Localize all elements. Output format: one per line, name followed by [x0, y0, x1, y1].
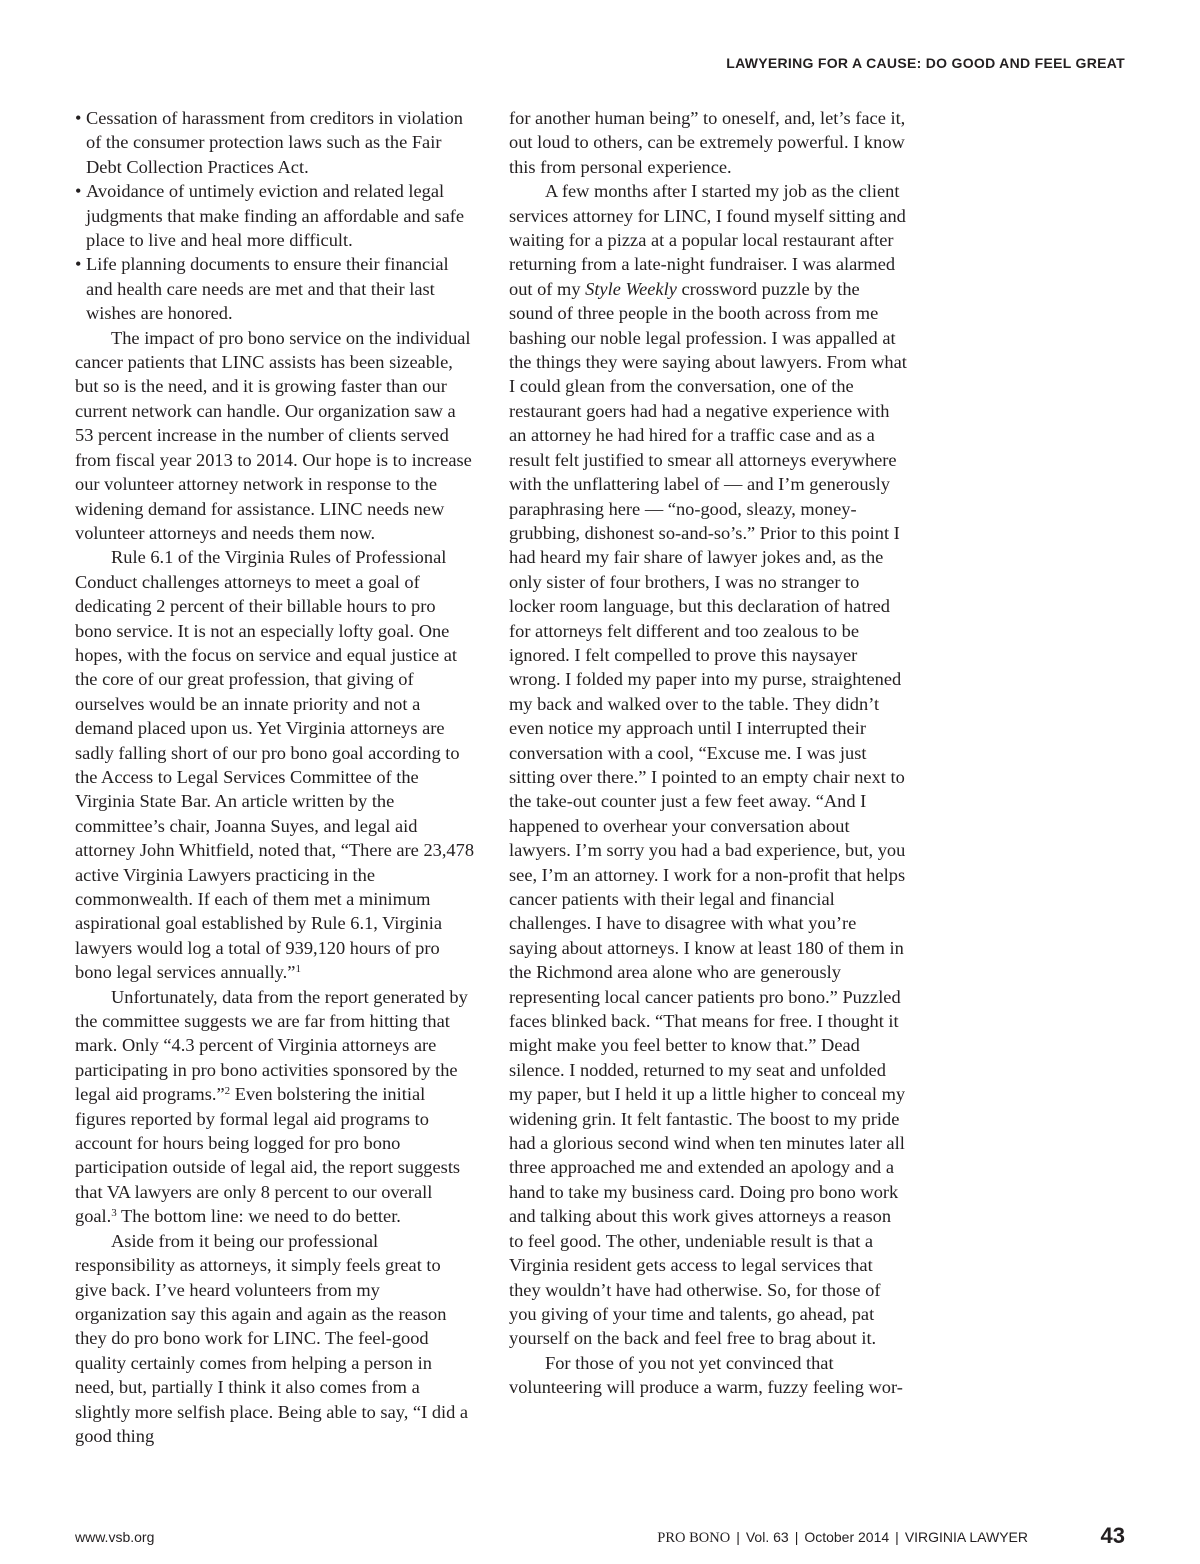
bullet-icon: •	[75, 181, 82, 202]
paragraph-text: Rule 6.1 of the Virginia Rules of Professional Conduct challenges attorneys to meet a goal of dedicating 2 percent of their billable hours to pro bono service. It is not an especially lofty goal. One hopes, with the focus on service and equal justice at the core of our great profession, that giving of ourselves would be an innate priority and not a demand placed upon us. Yet Virginia attorneys are sadly falling short of our pro bono goal according to the Access to Legal Services Committee of the Virginia State Bar. An article written by the committee’s chair, Joanna Suyes, and legal aid attorney John Whitfield, noted that, “There are 23,478 active Virginia Lawyers practicing in the commonwealth. If each of them met a minimum aspirational goal established by Rule 6.1, Virginia lawyers would log a total of 939,120 hours of pro bono legal services annually.”	[75, 547, 475, 983]
separator: |	[736, 1529, 740, 1545]
publication-name: VIRGINIA LAWYER	[904, 1529, 1028, 1545]
running-title: LAWYERING FOR A CAUSE: DO GOOD AND FEEL GREAT	[726, 55, 1125, 71]
list-item	[75, 252, 475, 325]
separator: |	[895, 1529, 899, 1545]
list-item	[75, 106, 475, 179]
list-item	[75, 179, 475, 252]
paragraph-text: crossword puzzle by the sound of three people in the booth across from me bashing our noble legal profession. I was appalled at the things they were saying about lawyers. From what I could glean from the conversation, one of the restaurant goers had had a negative experience with an attorney he had hired for a traffic case and as a result felt justified to smear all attorneys everywhere with the unflattering label of — and I’m generously paraphrasing here — “no-good, sleazy, money-grubbing, dishonest so-and-so’s.” Prior to this point I had heard my fair share of lawyer jokes and, as the only sister of four brothers, I was no stranger to locker room language, but this declaration of hatred for attorneys felt different and too zealous to be ignored. I felt compelled to prove this naysayer wrong. I folded my paper into my purse, straightened my back and walked over to the table. They didn’t even notice my approach until I interrupted their conversation with a cool, “Excuse me. I was just sitting over there.” I pointed to an empty chair next to the take-out counter just a few feet away. “And I happened to overhear your conversation about lawyers. I’m sorry you had a bad experience, but, you see, I’m an attorney. I work for a non-profit that helps cancer patients with their legal and financial challenges. I have to disagree with what you’re saying about attorneys. I know at least 180 of them in the Richmond area alone who are generously representing local cancer patients pro bono.” Puzzled faces blinked back. “That means for free. I thought it might make you feel better to know that.” Dead silence. I nodded, returned to my seat and unfolded my paper, but I held it up a little higher to conceal my widening grin. It felt fantastic. The boost to my pride had a glorious second wind when ten minutes later all three approached me and extended an apology and a hand to take my business card. Doing pro bono work and talking about this work gives attorneys a reason to feel good. The other, undeniable result is that a Virginia resident gets access to legal services that they wouldn’t have had otherwise. So, for those of you giving of your time and talents, go ahead, pat yourself on the back and feel free to brag about it.	[509, 278, 907, 1349]
benefits-list	[75, 106, 475, 326]
publication-title: Style Weekly	[585, 278, 677, 299]
right-column	[509, 106, 907, 1400]
page-number: 43	[1100, 1523, 1125, 1548]
separator: |	[794, 1529, 799, 1545]
paragraph-text: The bottom line: we need to do better.	[116, 1206, 401, 1227]
list-item-text: Avoidance of untimely eviction and related legal judgments that make finding an affordable and safe place to live and heal more difficult.	[86, 181, 465, 251]
paragraph: Aside from it being our professional responsibility as attorneys, it simply feels great to give back. I’ve heard volunteers from my organization say this again and again as the reason they do pro bono work for LINC. The feel-good quality certainly comes from helping a person in need, but, partially I think it also comes from a slightly more selfish place. Being able to say, “I did a good thing	[75, 1230, 469, 1446]
footer-publication-info	[657, 1529, 1028, 1547]
paragraph-text: Unfortunately, data from the report generated by the committee suggests we are far from hitting that mark. Only “4.3 percent of Virginia attorneys are participating in pro bono activities sponsored by the legal aid programs.”	[75, 986, 468, 1105]
paragraph	[509, 179, 907, 1351]
bullet-icon: •	[75, 254, 82, 275]
paragraph: For those of you not yet convinced that volunteering will produce a warm, fuzzy feeling wor-	[509, 1352, 903, 1398]
paragraph: The impact of pro bono service on the individual cancer patients that LINC assists has been sizeable, but so is the need, and it is growing faster than our current network can handle. Our organization saw a 53 percent increase in the number of clients served from fiscal year 2013 to 2014. Our hope is to increase our volunteer attorney network in response to the widening demand for assistance. LINC needs new volunteer attorneys and needs them now.	[75, 327, 472, 543]
section-name: PRO BONO	[657, 1530, 731, 1546]
volume: Vol. 63	[745, 1529, 789, 1545]
website-url: www.vsb.org	[75, 1529, 155, 1545]
list-item-text: Life planning documents to ensure their financial and health care needs are met and that their last wishes are honored.	[86, 254, 449, 324]
left-column	[75, 106, 475, 1448]
footnote-ref: 2	[224, 1085, 231, 1098]
paragraph-text: Even bolstering the initial figures reported by formal legal aid programs to account for hours being logged for pro bono participation outside of legal aid, the report suggests that VA lawyers are only 8 percent to our overall goal.	[75, 1084, 461, 1227]
issue-date: October 2014	[804, 1529, 890, 1545]
paragraph-text: A few months after I started my job as the client services attorney for LINC, I found myself sitting and waiting for a pizza at a popular local restaurant after returning from a late-night fundraiser. I was alarmed out of my	[509, 181, 906, 299]
footnote-ref: 1	[295, 963, 301, 976]
footnote-ref: 3	[111, 1207, 117, 1220]
paragraph: for another human being” to oneself, and, let’s face it, out loud to others, can be extremely powerful. I know this from personal experience.	[509, 108, 906, 177]
list-item-text: Cessation of harassment from creditors in violation of the consumer protection laws such as the Fair Debt Collection Practices Act.	[86, 108, 463, 177]
bullet-icon: •	[75, 108, 82, 128]
paragraph	[75, 985, 475, 1229]
paragraph	[75, 545, 475, 984]
